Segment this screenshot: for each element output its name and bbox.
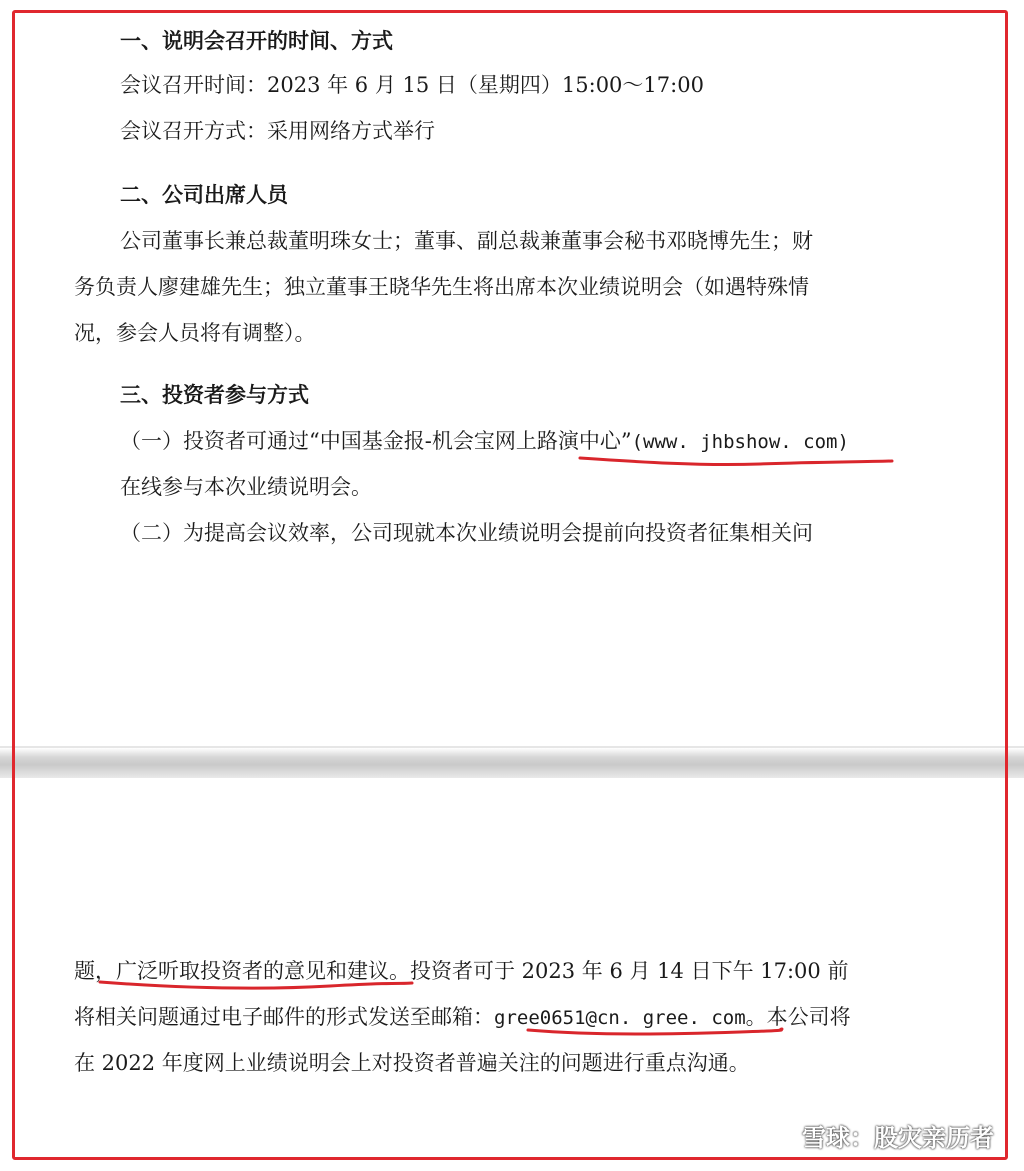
attendees-line-3: 况，参会人员将有调整）。 [74,321,316,345]
section-1-heading: 一、说明会召开的时间、方式 [120,29,393,53]
item-2-line-4: 在 2022 年度网上业绩说明会上对投资者普遍关注的问题进行重点沟通。 [74,1051,750,1075]
attendees-line-1: 公司董事长兼总裁董明珠女士；董事、副总裁兼董事会秘书邓晓博先生；财 [120,229,813,253]
attendees-line-2: 务负责人廖建雄先生；独立董事王晓华先生将出席本次业绩说明会（如遇特殊情 [74,275,809,299]
watermark-text: 雪球：股灾亲历者 [802,1124,994,1152]
meeting-method-line: 会议召开方式：采用网络方式举行 [120,119,435,143]
item-1-continuation: 在线参与本次业绩说明会。 [120,475,372,499]
meeting-time-line: 会议召开时间：2023 年 6 月 15 日（星期四）15:00～17:00 [120,73,704,97]
item-2-line-2: 题，广泛听取投资者的意见和建议。投资者可于 2023 年 6 月 14 日下午 17:00 前 [74,959,849,983]
item-1-text: （一）投资者可通过“中国基金报-机会宝网上路演中心” [120,429,632,453]
ir-email-address[interactable]: gree0651@cn. gree. com [494,1007,746,1029]
roadshow-url[interactable]: (www. jhbshow. com) [631,431,849,453]
red-annotation-frame [12,10,1008,1160]
snowball-logo-icon [764,1121,794,1151]
item-2-line-1: （二）为提高会议效率，公司现就本次业绩说明会提前向投资者征集相关问 [120,521,813,545]
watermark [764,1118,994,1153]
highlighted-phrase: 广泛听取投资者的意见和建议 [116,959,389,983]
section-3-heading: 三、投资者参与方式 [120,383,309,407]
section-2-heading: 二、公司出席人员 [120,183,288,207]
item-2-line-3: 将相关问题通过电子邮件的形式发送至邮箱：gree0651@cn. gree. com。本公司将 [74,1005,851,1029]
